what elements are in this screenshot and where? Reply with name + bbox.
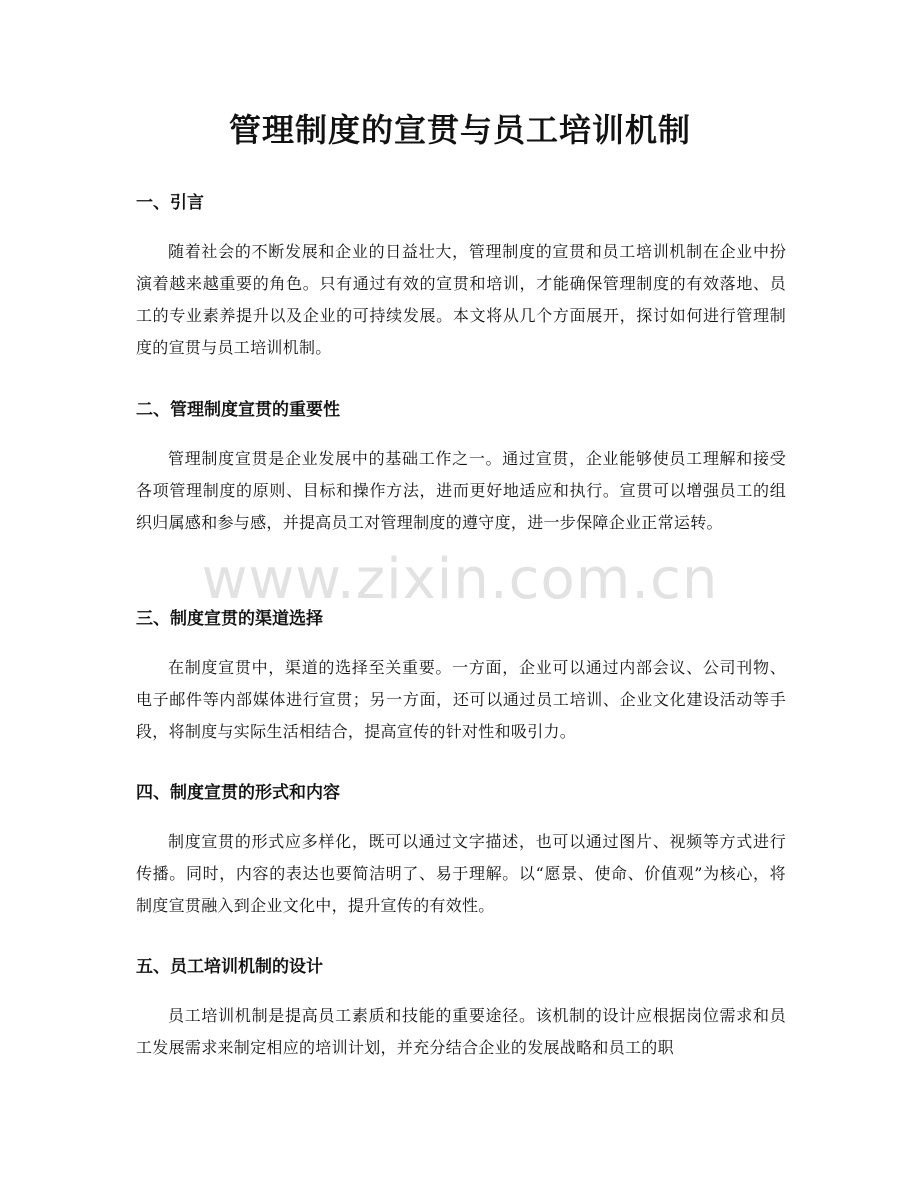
section-heading-channels: 三、制度宣贯的渠道选择 [136,609,323,629]
section-body-importance: 管理制度宣贯是企业发展中的基础工作之一。通过宣贯，企业能够使员工理解和接受各项管理制度的原则、目标和操作方法，进而更好地适应和执行。宣贯可以增强员工的组织归属感和参与感，并提高员工对管理制度的遵守度，进一步保障企业正常运转。 [136,449,786,532]
document-title: 管理制度的宣贯与员工培训机制 [228,111,691,149]
section-heading-forms: 四、制度宣贯的形式和内容 [136,783,340,803]
watermark: www.zixin.com.cn [201,547,719,612]
section-body-channels: 在制度宣贯中，渠道的选择至关重要。一方面，企业可以通过内部会议、公司刊物、电子邮件等内部媒体进行宣贯；另一方面，还可以通过员工培训、企业文化建设活动等手段，将制度与实际生活相结合，提高宣传的针对性和吸引力。 [136,658,786,741]
section-body-forms: 制度宣贯的形式应多样化，既可以通过文字描述，也可以通过图片、视频等方式进行传播。同时，内容的表达也要简洁明了、易于理解。以“愿景、使命、价值观”为核心，将制度宣贯融入到企业文化中，提升宣传的有效性。 [136,832,786,915]
section-heading-intro: 一、引言 [136,193,204,213]
section-heading-importance: 二、管理制度宣贯的重要性 [136,400,340,420]
section-body-training: 员工培训机制是提高员工素质和技能的重要途径。该机制的设计应根据岗位需求和员工发展需求来制定相应的培训计划，并充分结合企业的发展战略和员工的职 [136,1006,786,1057]
section-body-intro: 随着社会的不断发展和企业的日益壮大，管理制度的宣贯和员工培训机制在企业中扮演着越来越重要的角色。只有通过有效的宣贯和培训，才能确保管理制度的有效落地、员工的专业素养提升以及企业的可持续发展。本文将从几个方面展开，探讨如何进行管理制度的宣贯与员工培训机制。 [136,242,786,357]
section-heading-training: 五、员工培训机制的设计 [136,957,323,977]
